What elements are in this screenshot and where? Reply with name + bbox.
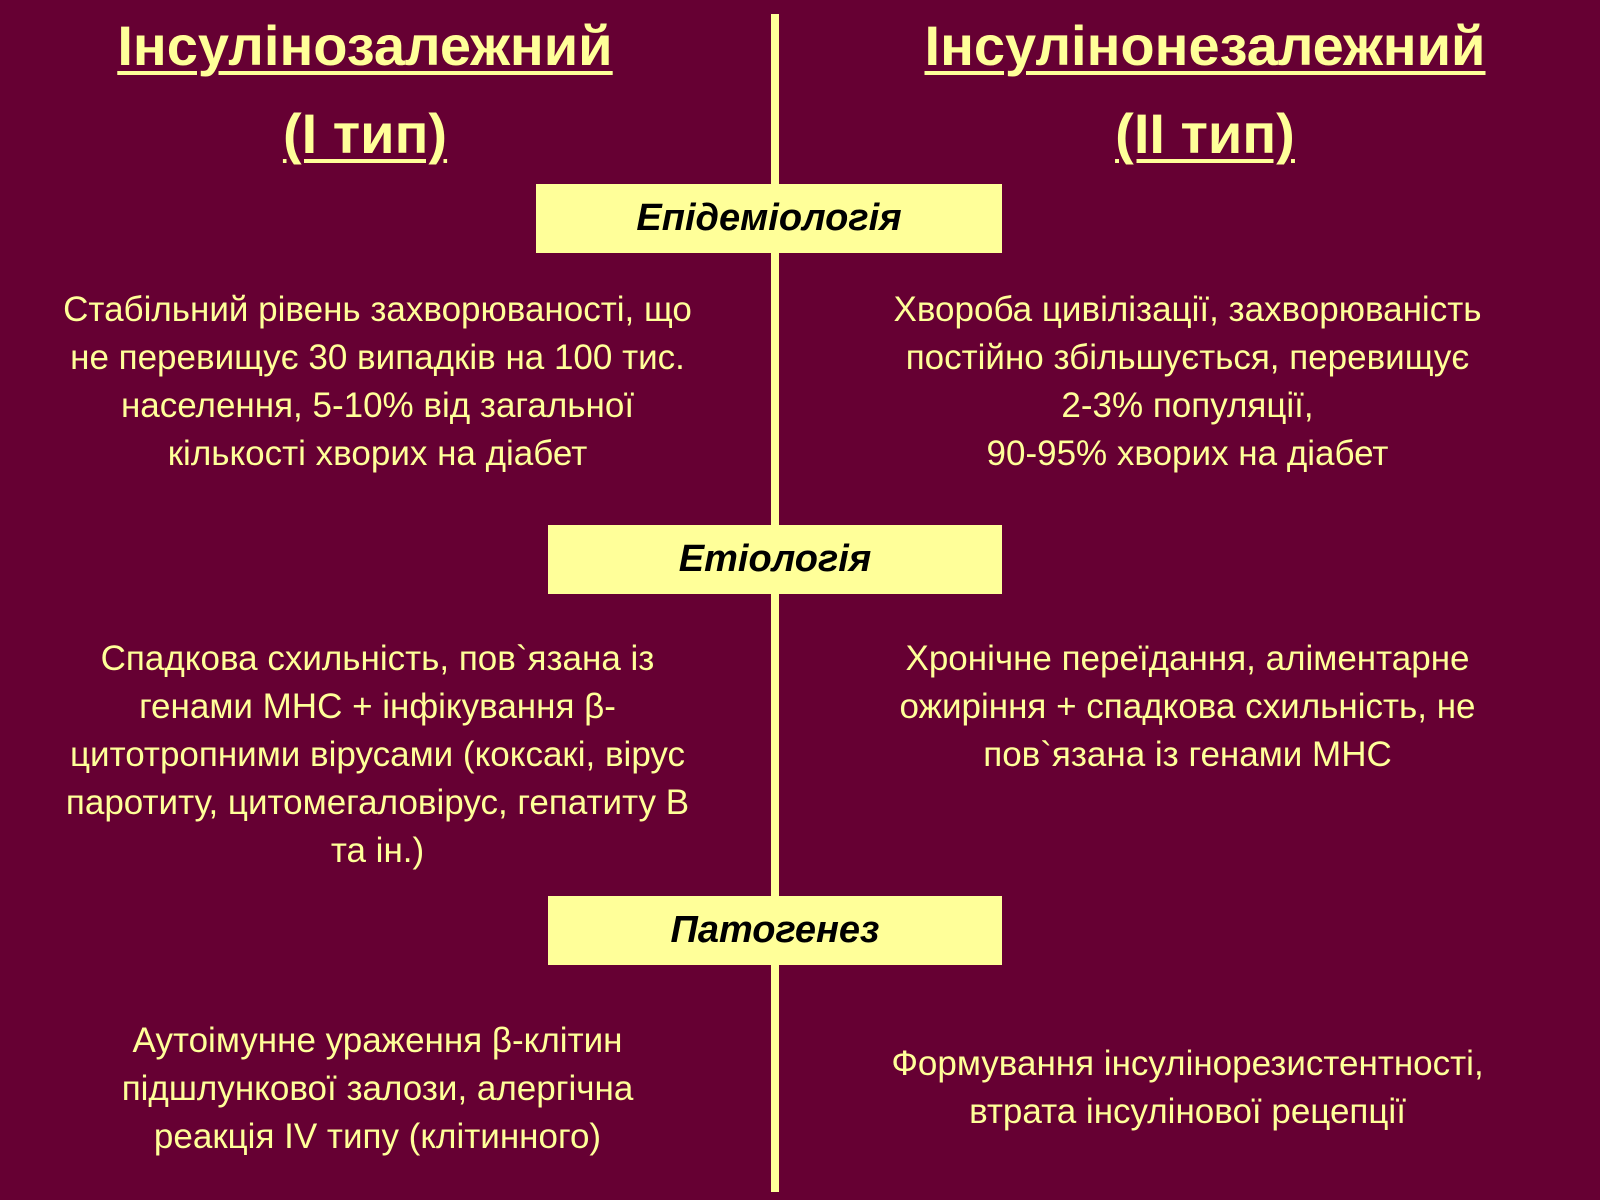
- heading-type-1-subtitle: (І тип): [282, 102, 448, 165]
- pathogenesis-type-2-text: Формування інсулінорезистентності, втрата інсулінової рецепції: [891, 1044, 1484, 1131]
- etiology-type-1-text: Спадкова схильність, пов`язана із генами МНС + інфікування β- цитотропними вірусами (коксакі, вірус паротиту, цитомегаловірус, гепатиту В та ін.): [65, 639, 690, 870]
- heading-type-1-title: Інсулінозалежний: [117, 14, 613, 77]
- heading-type-2-title: Інсулінонезалежний: [924, 14, 1486, 77]
- section-label-epidemiology: Епідеміологія: [536, 184, 1002, 253]
- heading-type-2: [810, 2, 1600, 178]
- etiology-type-2-text: Хронічне переїдання, аліментарне ожиріння + спадкова схильність, не пов`язана із генами МНС: [899, 639, 1476, 774]
- epidemiology-type-1-text: Стабільний рівень захворюваності, що не перевищує 30 випадків на 100 тис. населення, 5-10% від загальної кількості хворих на діабет: [63, 290, 692, 473]
- pathogenesis-type-1-text: Аутоімунне ураження β-клітин підшлункової залози, алергічна реакція IV типу (клітинного): [121, 1021, 634, 1156]
- section-label-pathogenesis: Патогенез: [548, 896, 1002, 965]
- epidemiology-type-2-text: Хвороба цивілізації, захворюваність постійно збільшується, перевищує 2-3% популяції, 90-95% хворих на діабет: [893, 290, 1482, 473]
- section-label-etiology: Етіологія: [548, 525, 1002, 594]
- heading-type-2-subtitle: (ІІ тип): [1115, 102, 1295, 165]
- heading-type-1: [0, 2, 730, 178]
